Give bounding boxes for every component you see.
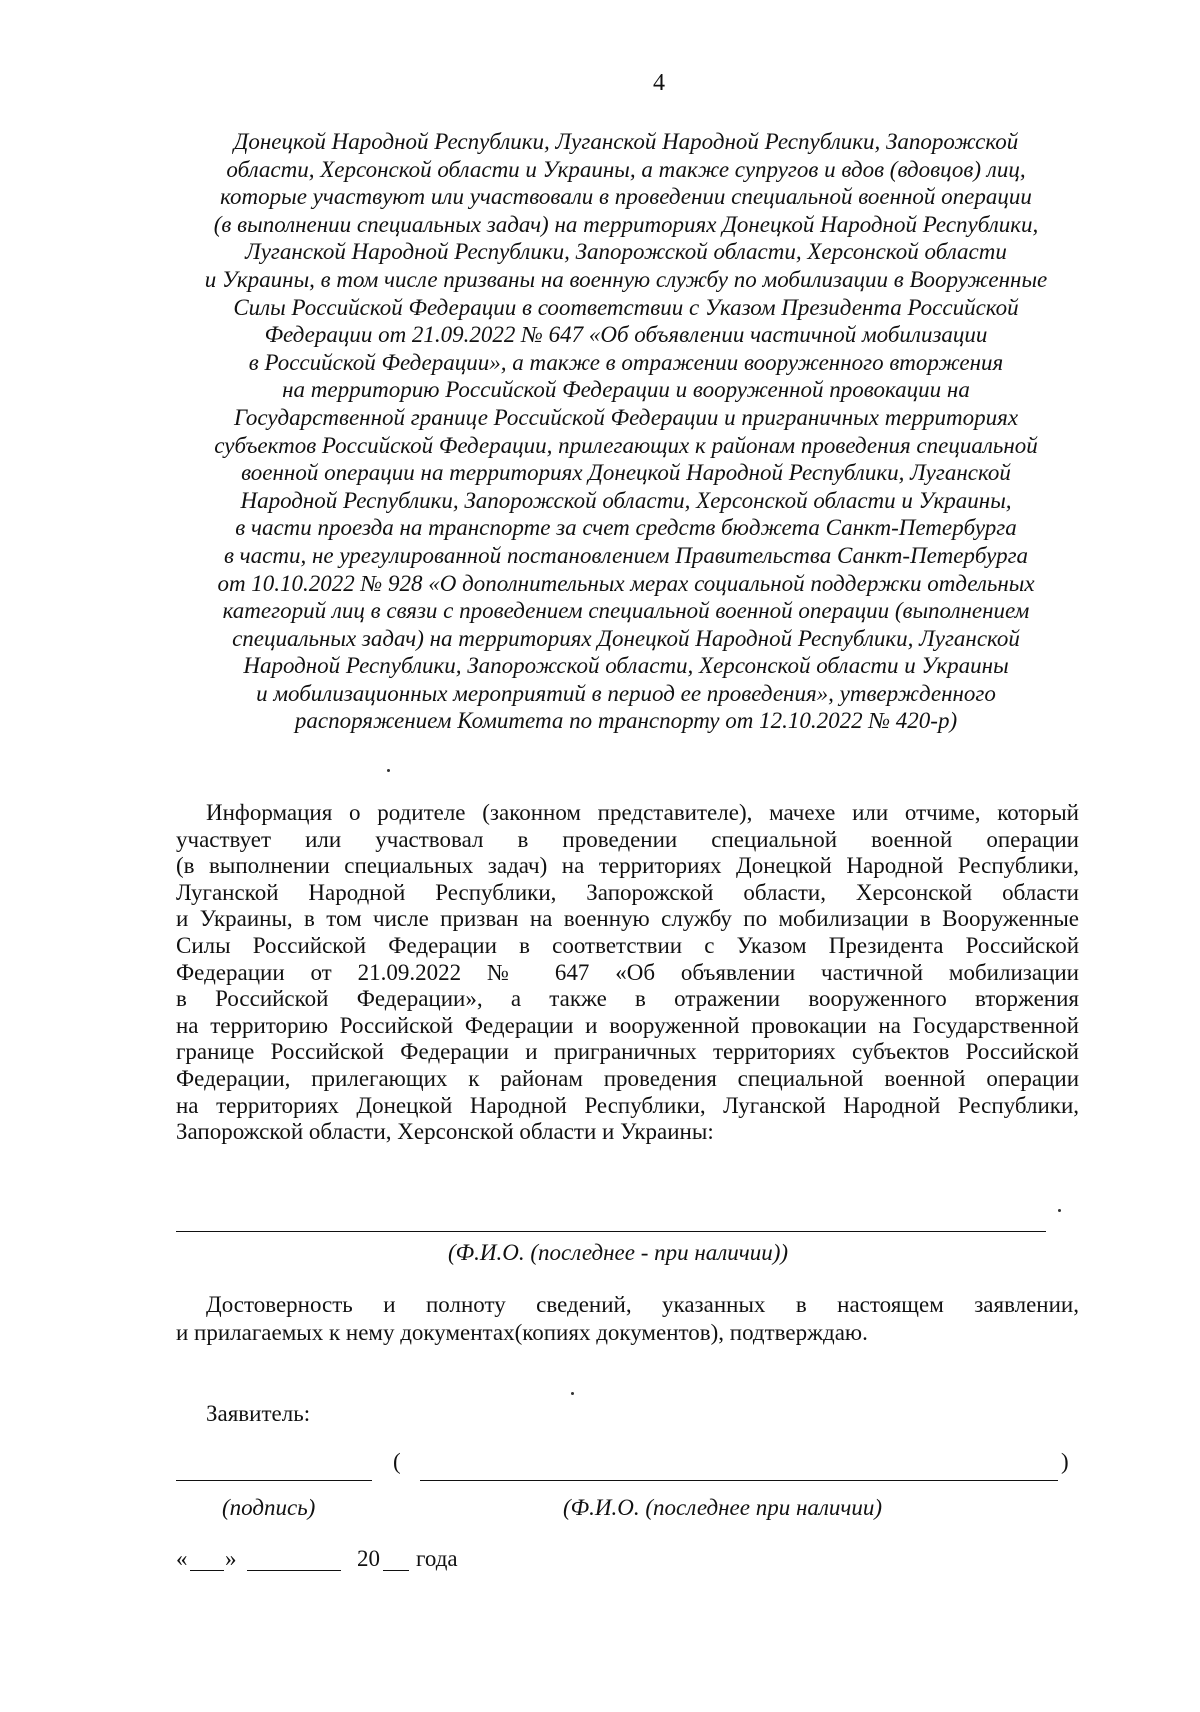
title-line: специальных задач) на территориях Донецкой Народной Республики, Луганской — [232, 625, 1020, 651]
confirmation-paragraph — [176, 1291, 1079, 1347]
title-line: распоряжением Комитета по транспорту от 12.10.2022 № 420-р) — [294, 708, 958, 734]
paragraph-line: в Российской Федерации», а также в отражении вооруженного вторжения — [176, 986, 1079, 1012]
title-line: в Российской Федерации», а также в отражении вооруженного вторжения — [248, 349, 1004, 375]
title-line: от 10.10.2022 № 928 «О дополнительных мерах социальной поддержки отдельных — [217, 570, 1035, 596]
title-line: которые участвуют или участвовали в проведении специальной военной операции — [220, 184, 1032, 210]
title-line: Федерации от 21.09.2022 № 647 «Об объявлении частичной мобилизации — [264, 322, 988, 348]
title-line: и мобилизационных мероприятий в период ее проведения», утвержденного — [256, 680, 996, 706]
title-line: в части, не урегулированной постановлением Правительства Санкт-Петербурга — [223, 542, 1029, 568]
title-line: категорий лиц в связи с проведением специальной военной операции (выполнением — [222, 598, 1030, 624]
scan-speck — [387, 769, 390, 772]
title-line: (в выполнении специальных задач) на территориях Донецкой Народной Республики, — [213, 211, 1039, 237]
paragraph-line: и Украины, в том числе призван на военную службу по мобилизации в Вооруженные — [176, 906, 1079, 932]
paragraph-line: Запорожской области, Херсонской области и Украины: — [176, 1119, 714, 1145]
applicant-label: Заявитель: — [206, 1401, 311, 1426]
date-quote-open: « — [176, 1546, 188, 1571]
title-line: в части проезда на транспорте за счет средств бюджета Санкт-Петербурга — [235, 515, 1017, 541]
title-line: военной операции на территориях Донецкой Народной Республики, Луганской — [241, 460, 1011, 486]
paragraph-line: Федерации от 21.09.2022 № 647 «Об объявлении частичной мобилизации — [176, 959, 1079, 985]
paragraph-line: (в выполнении специальных задач) на территориях Донецкой Народной Республики, — [176, 853, 1079, 879]
title-line: Силы Российской Федерации в соответствии с Указом Президента Российской — [233, 294, 1019, 320]
scan-speck — [1058, 1209, 1061, 1212]
close-paren: ) — [1061, 1449, 1069, 1474]
paragraph-line: и прилагаемых к нему документах(копиях документов), подтверждаю. — [176, 1320, 868, 1345]
title-line: Государственной границе Российской Федерации и приграничных территориях — [233, 404, 1019, 430]
scan-speck — [571, 1392, 574, 1395]
title-line: Донецкой Народной Республики, Луганской Народной Республики, Запорожской — [233, 129, 1019, 154]
title-line: Народной Республики, Запорожской области, Херсонской области и Украины — [243, 653, 1009, 679]
signature-line[interactable] — [176, 1480, 372, 1481]
date-year-field[interactable] — [383, 1570, 409, 1571]
parent-fio-line[interactable] — [176, 1231, 1046, 1232]
parent-info-paragraph — [176, 800, 1079, 1146]
title-line: и Украины, в том числе призваны на военную службу по мобилизации в Вооруженные — [204, 266, 1048, 292]
paragraph-line: Федерации, прилегающих к районам проведения специальной военной операции — [176, 1065, 1079, 1091]
applicant-fio-line[interactable] — [420, 1480, 1058, 1481]
date-year-prefix: 20 — [357, 1546, 380, 1571]
date-month-field[interactable] — [247, 1570, 341, 1571]
paragraph-line: Силы Российской Федерации в соответствии с Указом Президента Российской — [176, 932, 1079, 958]
signature-caption: (подпись) — [222, 1495, 316, 1520]
appendix-title — [176, 128, 1076, 735]
paragraph-line: на территориях Донецкой Народной Республики, Луганской Народной Республики, — [176, 1092, 1079, 1118]
date-day-field[interactable] — [190, 1570, 224, 1571]
title-line: на территорию Российской Федерации и вооруженной провокации на — [282, 377, 970, 403]
paragraph-line: Информация о родителе (законном представителе), мачехе или отчиме, который — [206, 800, 1079, 825]
open-paren: ( — [393, 1449, 401, 1474]
page-number: 4 — [653, 70, 665, 96]
applicant-fio-caption: (Ф.И.О. (последнее при наличии) — [563, 1495, 883, 1520]
title-line: Народной Республики, Запорожской области, Херсонской области и Украины, — [240, 487, 1012, 513]
date-year-suffix: года — [416, 1546, 458, 1571]
parent-fio-caption: (Ф.И.О. (последнее - при наличии)) — [448, 1240, 789, 1265]
paragraph-line: Луганской Народной Республики, Запорожской области, Херсонской области — [176, 879, 1079, 905]
title-line: области, Херсонской области и Украины, а также супругов и вдов (вдовцов) лиц, — [226, 156, 1026, 182]
title-line: Луганской Народной Республики, Запорожской области, Херсонской области — [245, 239, 1007, 265]
paragraph-line: участвует или участвовал в проведении специальной военной операции — [176, 826, 1079, 852]
paragraph-line: на территорию Российской Федерации и вооруженной провокации на Государственной — [176, 1012, 1079, 1038]
title-line: субъектов Российской Федерации, прилегающих к районам проведения специальной — [214, 432, 1038, 458]
date-quote-close: » — [225, 1546, 237, 1571]
paragraph-line: Достоверность и полноту сведений, указанных в настоящем заявлении, — [206, 1292, 1079, 1317]
paragraph-line: границе Российской Федерации и приграничных территориях субъектов Российской — [176, 1039, 1079, 1065]
